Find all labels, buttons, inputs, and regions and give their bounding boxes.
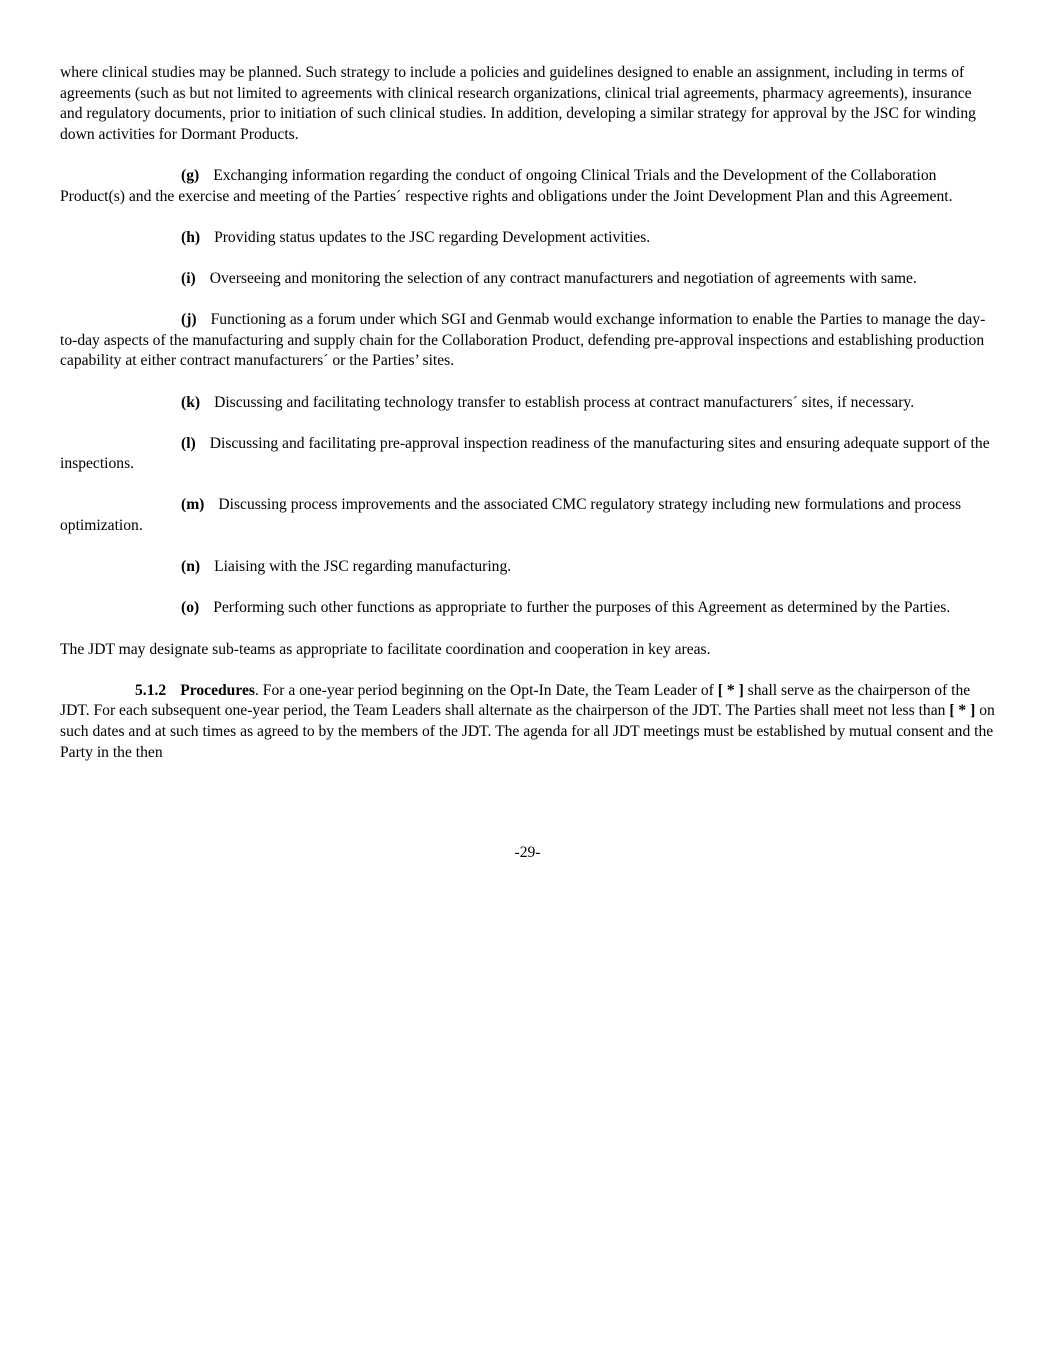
item-text: Providing status updates to the JSC regarding Development activities.	[214, 228, 651, 246]
page-number: -29-	[514, 844, 541, 861]
list-item-j	[60, 310, 995, 372]
item-text: Exchanging information regarding the conduct of ongoing Clinical Trials and the Development of the Collaboration Product(s) and the exercise and meeting of the Parties´ respective rights and obligations under the Joint Development Plan and this Agreement.	[60, 166, 953, 205]
item-label: (j)	[181, 311, 197, 329]
section-number: 5.1.2	[135, 681, 167, 699]
item-text: Overseeing and monitoring the selection of any contract manufacturers and negotiation of agreements with same.	[209, 269, 917, 287]
subteams-paragraph: The JDT may designate sub-teams as appropriate to facilitate coordination and cooperation in key areas.	[60, 640, 711, 658]
list-item-n	[60, 557, 995, 578]
section-text-1: . For a one-year period beginning on the Opt-In Date, the Team Leader of	[254, 681, 718, 699]
item-label: (i)	[181, 269, 196, 287]
section-procedures	[60, 681, 995, 763]
section-text-3: on such dates and at such times as agreed to by the members of the JDT. The agenda for all JDT meetings must be established by mutual consent and the Party in the then	[60, 702, 995, 761]
item-label: (n)	[181, 558, 201, 576]
redaction-marker: [ * ]	[717, 681, 744, 699]
list-item-o	[60, 598, 995, 619]
redaction-marker: [ * ]	[949, 702, 976, 720]
document-page	[60, 63, 995, 784]
list-item-g	[60, 166, 995, 207]
item-text: Performing such other functions as appropriate to further the purposes of this Agreement as determined by the Parties.	[213, 599, 951, 617]
section-text-2: shall serve as the chairperson of the JDT. For each subsequent one-year period, the Team Leaders shall alternate as the chairperson of the JDT. The Parties shall meet not less than	[60, 681, 971, 720]
continuation-paragraph: where clinical studies may be planned. Such strategy to include a policies and guidelines designed to enable an assignment, including in terms of agreements (such as but not limited to agreements with clinical research organizations, clinical trial agreements, pharmacy agreements), insurance and regulatory documents, prior to initiation of such clinical studies. In addition, developing a similar strategy for approval by the JSC for winding down activities for Dormant Products.	[60, 64, 976, 143]
item-text: Liaising with the JSC regarding manufacturing.	[214, 558, 512, 576]
list-item-l	[60, 434, 995, 475]
list-item-h	[60, 228, 995, 249]
item-label: (m)	[181, 496, 205, 514]
list-item-i	[60, 269, 995, 290]
item-label: (l)	[181, 434, 196, 452]
list-item-k	[60, 393, 995, 414]
item-label: (h)	[181, 228, 201, 246]
item-text: Discussing and facilitating technology transfer to establish process at contract manufacturers´ sites, if necessary.	[214, 393, 915, 411]
section-heading: Procedures	[180, 681, 255, 699]
list-item-m	[60, 495, 995, 536]
item-label: (k)	[181, 393, 201, 411]
item-text: Discussing process improvements and the associated CMC regulatory strategy including new formulations and process optimization.	[60, 496, 962, 535]
item-text: Functioning as a forum under which SGI and Genmab would exchange information to enable the Parties to manage the day-to-day aspects of the manufacturing and supply chain for the Collaboration Product, defending pre-approval inspections and establishing production capability at either contract manufacturers´ or the Parties’ sites.	[60, 311, 986, 370]
item-label: (g)	[181, 166, 200, 184]
item-text: Discussing and facilitating pre-approval inspection readiness of the manufacturing sites and ensuring adequate support of the inspections.	[60, 434, 990, 473]
item-label: (o)	[181, 599, 200, 617]
